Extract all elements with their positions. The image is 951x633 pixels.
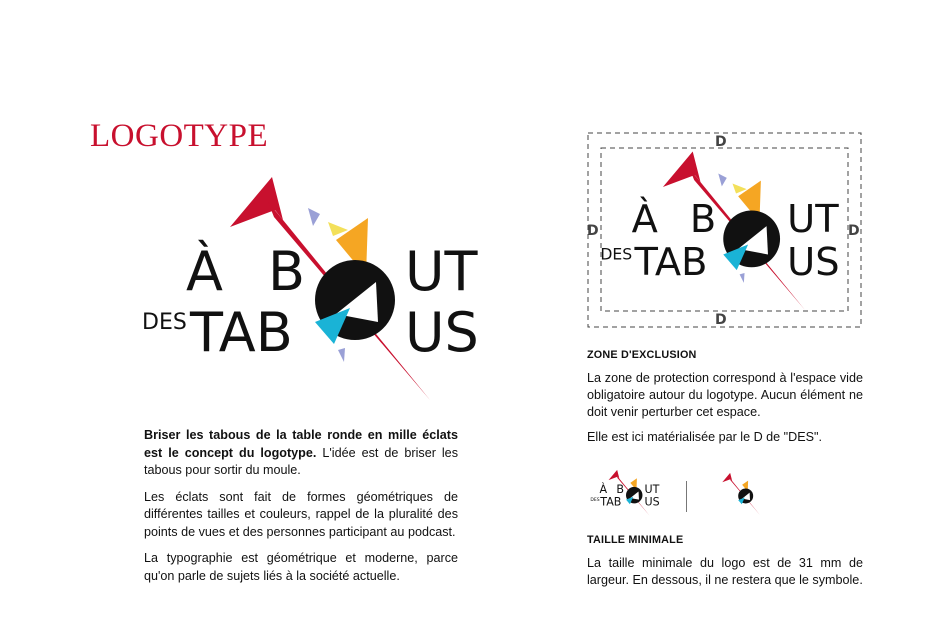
logo-letters-tab: TAB — [190, 301, 293, 364]
description-p1-bold: Briser les tabous de la table ronde en mille éclats est le concept du logotype. — [144, 428, 458, 460]
description-p3: La typographie est géométrique et moderne, parce qu'on parle de sujets liés à la société actuelle. — [144, 551, 458, 583]
minimum-size-text — [587, 555, 863, 597]
description-p2: Les éclats sont fait de formes géométriques de différentes tailles et couleurs, rappel de la pluralité des points de vues et des personnes participant au podcast. — [144, 489, 458, 539]
svg-text:UT: UT — [787, 196, 839, 242]
symbol-artwork — [720, 472, 762, 516]
logo-letters-ut: UT — [405, 240, 478, 303]
svg-text:À: À — [631, 196, 658, 242]
exclusion-marker-left: D — [587, 223, 599, 239]
svg-text:À: À — [599, 483, 608, 497]
lavender-small-shard — [338, 348, 345, 362]
exclusion-marker-right: D — [848, 223, 860, 239]
exclusion-zone-artwork — [587, 132, 863, 330]
svg-text:B: B — [616, 483, 624, 497]
logo-des: DES — [142, 310, 187, 335]
minimum-size-symbol — [720, 472, 762, 521]
exclusion-p1: La zone de protection correspond à l'espace vide obligatoire autour du logotype. Aucun élément ne doit venir perturber cet espace. — [587, 371, 863, 419]
svg-text:US: US — [644, 495, 660, 509]
exclusion-text — [587, 370, 863, 454]
logo-divider — [686, 481, 687, 512]
logo-description — [144, 427, 458, 594]
minimum-size-p: La taille minimale du logo est de 31 mm de largeur. En dessous, il ne restera que le symbole. — [587, 556, 863, 587]
minimum-size-heading: TAILLE MINIMALE — [587, 534, 684, 546]
svg-text:TAB: TAB — [600, 495, 622, 509]
logo-letter-a: À — [186, 240, 223, 303]
svg-text:TAB: TAB — [634, 240, 708, 286]
description-p1-rest: L'idée est de briser les tabous pour sortir du moule. — [144, 445, 458, 477]
svg-text:DES: DES — [600, 245, 633, 264]
description-p1 — [144, 427, 458, 480]
logo-artwork — [140, 172, 490, 407]
minimum-size-logo — [590, 468, 662, 523]
red-shard-top — [230, 177, 283, 227]
minimum-size-logo-artwork — [590, 468, 662, 518]
svg-text:B: B — [689, 196, 717, 242]
exclusion-zone-logo — [587, 132, 863, 335]
svg-text:UT: UT — [644, 483, 660, 497]
svg-text:US: US — [787, 240, 840, 286]
logo-letters-us: US — [405, 301, 479, 364]
logo-letter-b: B — [268, 240, 306, 303]
exclusion-p2: Elle est ici matérialisée par le D de "DES". — [587, 430, 823, 444]
exclusion-heading: ZONE D'EXCLUSION — [587, 349, 697, 361]
exclusion-marker-bottom: D — [715, 312, 727, 328]
exclusion-marker-top: D — [715, 134, 727, 150]
lavender-shard — [308, 208, 320, 226]
main-logo — [140, 172, 490, 412]
svg-text:DES: DES — [590, 498, 600, 504]
page-title: LOGOTYPE — [90, 118, 269, 154]
exclusion-logo-mark — [600, 152, 839, 310]
